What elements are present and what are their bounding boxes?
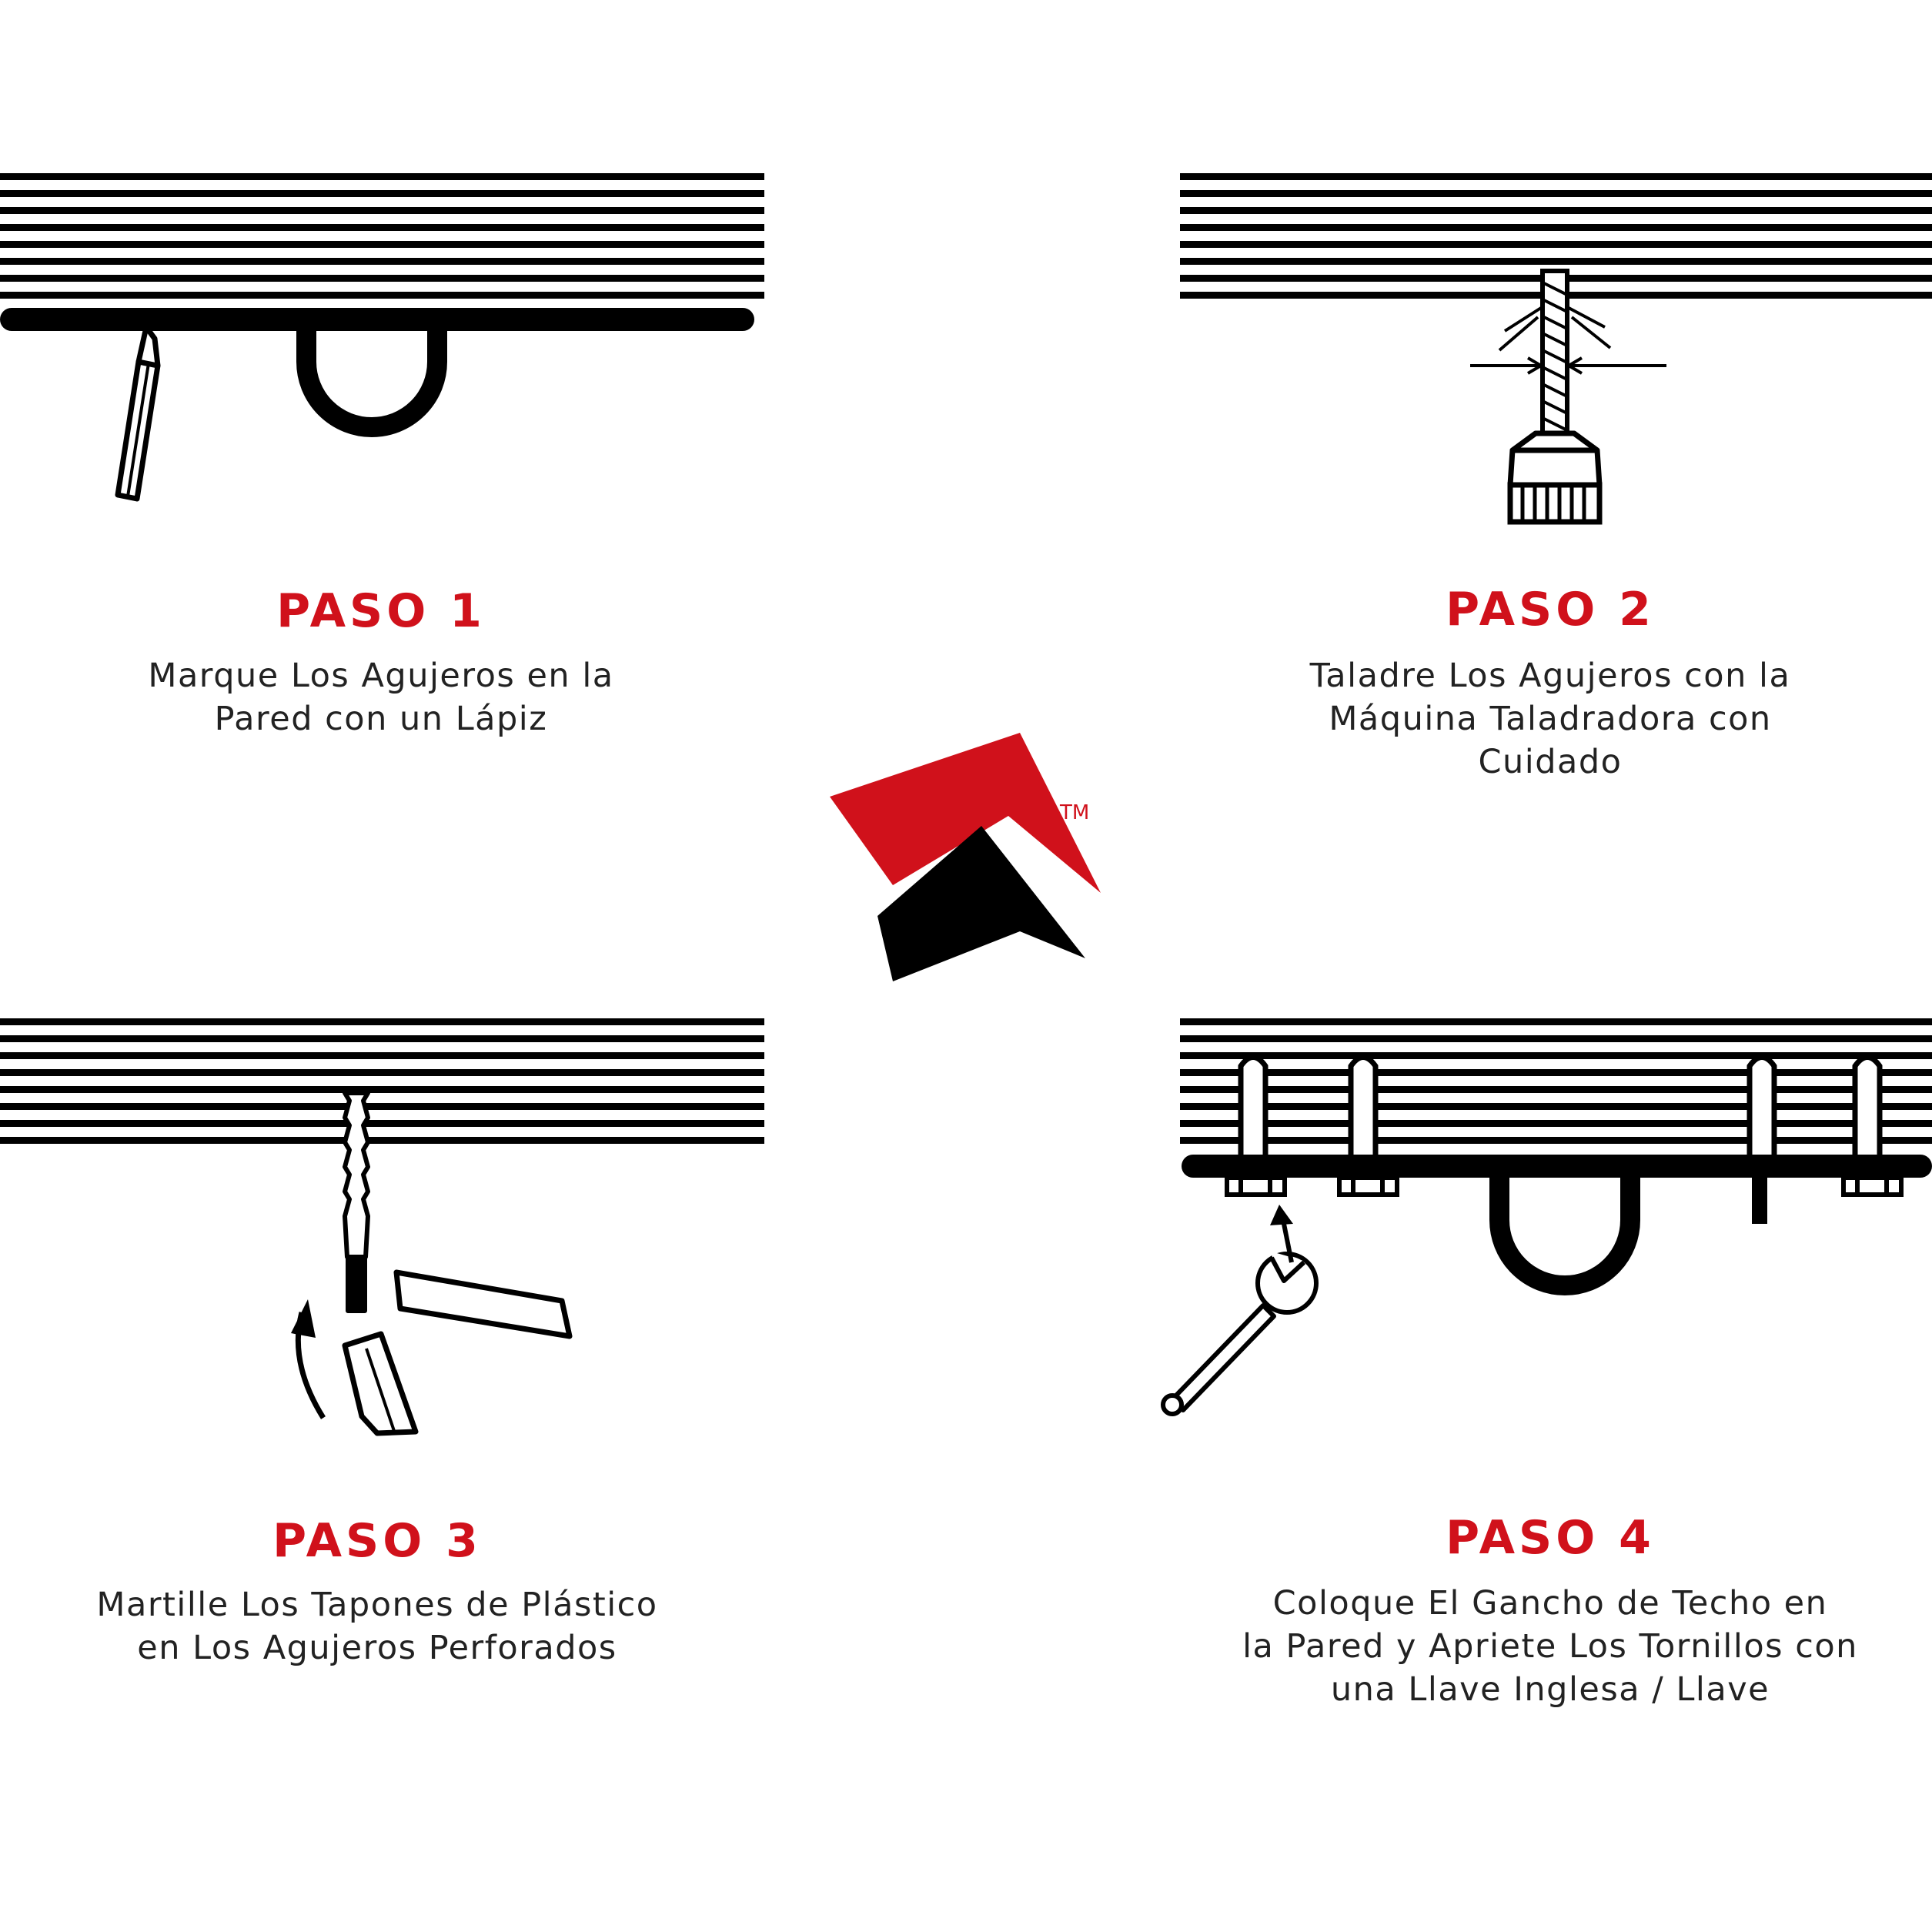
- brand-logo: [816, 724, 1124, 993]
- step-3-title: PASO 3: [272, 1514, 482, 1568]
- step-4-title: PASO 4: [1446, 1511, 1655, 1565]
- wall-lines-4: [1180, 1018, 1932, 1144]
- drill-icon: [1510, 271, 1599, 522]
- step-2-title: PASO 2: [1446, 583, 1655, 637]
- step-1-illustration: [0, 173, 764, 499]
- ceiling-hook-1: [306, 331, 437, 427]
- ceiling-hook-4: [1499, 1178, 1630, 1285]
- step-3-description: Martille Los Tapones de Plástico en Los Agujeros Perforados: [96, 1586, 658, 1667]
- step-2-description: Taladre Los Agujeros con la Máquina Taladradora con Cuidado: [1309, 657, 1791, 781]
- turn-arrowhead: [1270, 1205, 1293, 1225]
- wall-lines-1: [0, 173, 764, 299]
- drop-rod: [1752, 1174, 1767, 1224]
- step-1-description: Marque Los Agujeros en la Pared con un Lápiz: [148, 657, 614, 738]
- wall-plug-icon: [345, 1093, 368, 1311]
- ceiling-rail-4: [1182, 1155, 1932, 1178]
- nuts: [1227, 1178, 1901, 1195]
- step-2-illustration: [1180, 173, 1932, 522]
- wall-lines-3: [0, 1018, 764, 1144]
- pencil-icon: [118, 327, 158, 499]
- step-3-illustration: [0, 1018, 764, 1433]
- hammer-icon: [345, 1272, 570, 1433]
- step-1-title: PASO 1: [276, 584, 486, 638]
- step-4-illustration: [1163, 1018, 1932, 1414]
- ceiling-rail-1: [0, 308, 754, 331]
- swing-arrowhead: [291, 1299, 316, 1338]
- trademark-symbol: TM: [1060, 801, 1090, 824]
- wrench-icon: [1163, 1254, 1316, 1414]
- step-4-description: Coloque El Gancho de Techo en la Pared y Apriete Los Tornillos con una Llave Inglesa / Llave: [1242, 1584, 1858, 1709]
